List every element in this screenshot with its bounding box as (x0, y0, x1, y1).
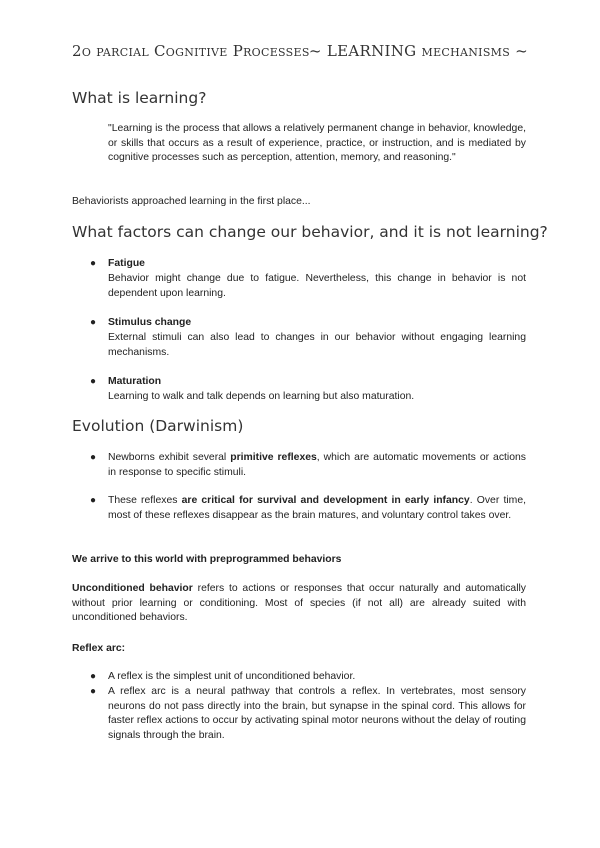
preprogrammed-subheading: We arrive to this world with preprogrammed behaviors (72, 554, 342, 565)
factor-term: Stimulus change (108, 317, 192, 328)
heading-factors: What factors can change our behavior, and it is not learning? (72, 223, 548, 241)
heading-evolution: Evolution (Darwinism) (72, 417, 244, 435)
bullet-icon: ● (90, 376, 97, 387)
unconditioned-paragraph: Unconditioned behavior refers to actions or responses that occur naturally and automatically without prior learning or conditioning. Most of species (if not all) are already suited with unconditioned behaviors. (72, 583, 527, 623)
header-topic-title: ~ LEARNING mechanisms ~ (308, 42, 528, 60)
bullet-icon: ● (90, 452, 97, 463)
factor-description: Behavior might change due to fatigue. Nevertheless, this change in behavior is not dependent upon learning. (108, 273, 526, 299)
factor-description: Learning to walk and talk depends on learning but also maturation. (108, 391, 415, 402)
reflex-point: A reflex is the simplest unit of unconditioned behavior. (108, 671, 356, 682)
reflex-arc-heading: Reflex arc: (72, 643, 126, 654)
behaviorists-note: Behaviorists approached learning in the first place... (72, 196, 311, 207)
factor-description: External stimuli can also lead to changes in our behavior without engaging learning mechanisms. (108, 332, 526, 358)
evolution-point: These reflexes are critical for survival and development in early infancy. Over time, most of these reflexes disappear as the brain matures, and voluntary control takes over. (108, 495, 526, 521)
header-course-title: 2o parcial Cognitive Processes (72, 42, 310, 60)
learning-definition-quote: "Learning is the process that allows a relatively permanent change in behavior, knowledge, or skills that occurs as a result of experience, practice, or instruction, and is mediated by cognitive processes such as perception, attention, memory, and reasoning." (108, 123, 526, 163)
heading-what-is-learning: What is learning? (72, 89, 207, 107)
factor-term: Maturation (108, 376, 162, 387)
bullet-icon: ● (90, 686, 97, 697)
reflex-point: A reflex arc is a neural pathway that controls a reflex. In vertebrates, most sensory neurons do not pass directly into the brain, but synapse in the spinal cord. This allows for faster reflex actions to occur by activating spinal motor neurons without the delay of routing signals through the brain. (108, 686, 526, 741)
factor-term: Fatigue (108, 258, 145, 269)
bullet-icon: ● (90, 671, 97, 682)
bullet-icon: ● (90, 317, 97, 328)
bullet-icon: ● (90, 495, 97, 506)
evolution-point: Newborns exhibit several primitive reflexes, which are automatic movements or actions in response to specific stimuli. (108, 452, 526, 478)
bullet-icon: ● (90, 258, 97, 269)
